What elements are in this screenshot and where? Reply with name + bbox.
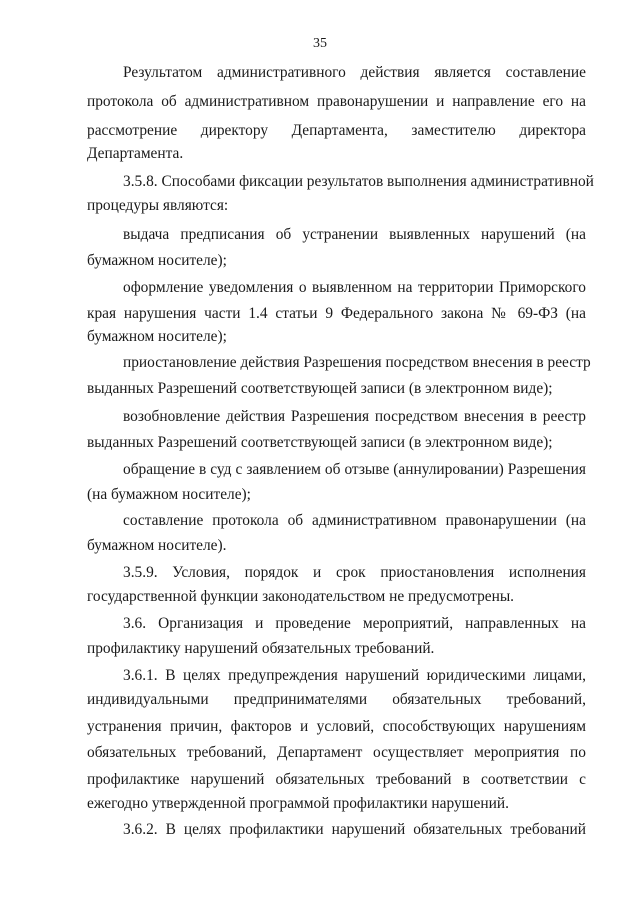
text-line: рассмотрение директору Департамента, заместителю директора (87, 122, 586, 139)
text-line: составление протокола об административном правонарушении (на (123, 512, 586, 529)
text-line: государственной функции законодательством не предусмотрены. (87, 588, 515, 605)
text-line: выданных Разрешений соответствующей записи (в электронном виде); (87, 434, 553, 451)
text-line: 3.6.1. В целях предупреждения нарушений юридическими лицами, (123, 667, 586, 684)
text-line: 3.6.2. В целях профилактики нарушений обязательных требований (123, 821, 586, 838)
text-line: обращение в суд с заявлением об отзыве (аннулировании) Разрешения (123, 461, 586, 478)
text-line: профилактике нарушений обязательных требований в соответствии с (87, 771, 586, 788)
text-line: 3.6. Организация и проведение мероприятий, направленных на (123, 615, 586, 632)
text-line: бумажном носителе). (87, 537, 227, 554)
text-line: 3.5.9. Условия, порядок и срок приостановления исполнения (123, 564, 586, 581)
text-line: возобновление действия Разрешения посредством внесения в реестр (123, 408, 586, 425)
text-line: выдача предписания об устранении выявленных нарушений (на (123, 226, 586, 243)
text-line: оформление уведомления о выявленном на территории Приморского (123, 279, 586, 296)
text-line: (на бумажном носителе); (87, 486, 251, 503)
page-number: 35 (313, 36, 327, 51)
text-line: 3.5.8. Способами фиксации результатов выполнения административной (123, 173, 594, 190)
text-line: протокола об административном правонарушении и направление его на (87, 93, 586, 110)
text-line: ежегодно утвержденной программой профилактики нарушений. (87, 795, 509, 812)
text-line: Департамента. (87, 145, 184, 162)
text-line: бумажном носителе); (87, 252, 227, 269)
text-line: профилактику нарушений обязательных требований. (87, 640, 435, 657)
text-line: индивидуальными предпринимателями обязательных требований, (87, 691, 586, 708)
text-line: устранения причин, факторов и условий, способствующих нарушениям (87, 718, 586, 735)
text-line: приостановление действия Разрешения посредством внесения в реестр (123, 354, 591, 371)
text-line: процедуры являются: (87, 197, 229, 214)
text-line: обязательных требований, Департамент осуществляет мероприятия по (87, 744, 586, 761)
text-line: края нарушения части 1.4 статьи 9 Федерального закона № 69-ФЗ (на (87, 305, 586, 322)
text-line: бумажном носителе); (87, 328, 227, 345)
text-line: Результатом административного действия является составление (123, 64, 586, 81)
text-line: выданных Разрешений соответствующей записи (в электронном виде); (87, 380, 553, 397)
